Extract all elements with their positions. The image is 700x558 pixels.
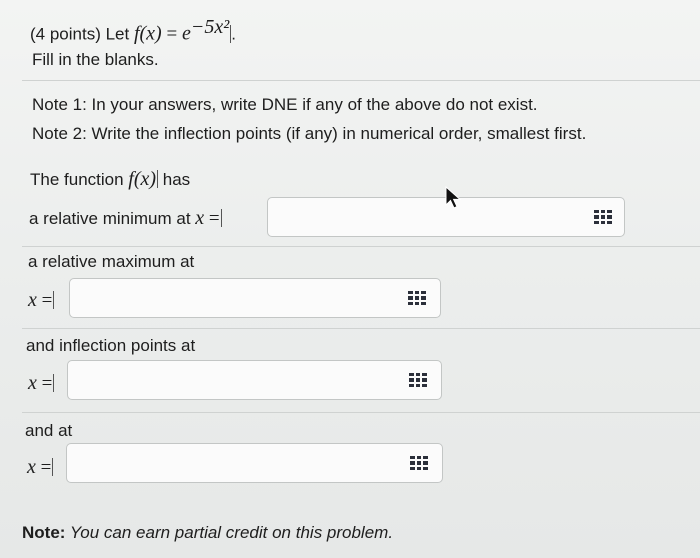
instruction-text: Fill in the blanks.	[32, 50, 159, 69]
section-divider	[22, 328, 700, 329]
relative-maximum-input[interactable]	[70, 279, 364, 317]
grid-icon[interactable]	[408, 291, 426, 305]
x-variable: x	[27, 456, 36, 478]
relative-minimum-text: a relative minimum at	[29, 209, 196, 228]
x-variable: x	[195, 207, 205, 229]
text-caret	[221, 209, 222, 227]
inflection-point-2-x-label	[27, 456, 53, 479]
relative-minimum-input[interactable]	[268, 198, 551, 236]
note-label: Note:	[22, 523, 66, 542]
inflection-point-1-field[interactable]	[67, 360, 442, 400]
x-variable: x	[28, 372, 37, 394]
note-text: You can earn partial credit on this problem.	[65, 523, 394, 542]
inflection-point-2-field[interactable]	[66, 443, 443, 483]
section-divider	[22, 246, 700, 247]
grid-icon[interactable]	[409, 373, 427, 387]
text-caret	[52, 458, 53, 476]
points-label: (4 points) Let	[30, 24, 134, 44]
period: .	[231, 24, 236, 44]
equals-sign: =	[36, 290, 53, 311]
grid-icon[interactable]	[594, 210, 612, 224]
equals-sign: =	[36, 373, 53, 394]
function-name: f(x)	[128, 168, 157, 190]
relative-maximum-field[interactable]	[69, 278, 441, 318]
exponential-base: e	[181, 22, 191, 45]
equals-sign: =	[204, 208, 220, 229]
exponent: −5x²	[190, 16, 230, 38]
problem-statement	[30, 16, 236, 46]
function-has-label	[30, 168, 190, 191]
text-caret	[53, 374, 54, 392]
grid-icon[interactable]	[410, 456, 428, 470]
section-divider	[22, 80, 700, 81]
note-2: Note 2: Write the inflection points (if any) in numerical order, smallest first.	[32, 124, 587, 143]
text-caret	[53, 291, 54, 309]
inflection-point-1-input[interactable]	[68, 361, 364, 399]
section-divider	[22, 412, 700, 413]
partial-credit-note	[22, 523, 393, 543]
x-variable: x	[28, 289, 37, 311]
relative-minimum-label	[29, 207, 222, 230]
the-function-text: The function	[30, 170, 129, 189]
inflection-points-label: and inflection points at	[26, 336, 196, 355]
relative-maximum-label: a relative maximum at	[28, 252, 195, 271]
equals-sign: =	[35, 457, 52, 478]
and-at-label: and at	[25, 421, 73, 440]
inflection-point-2-input[interactable]	[67, 444, 364, 482]
equals-sign: =	[161, 23, 182, 45]
has-text: has	[158, 170, 191, 189]
relative-maximum-x-label	[28, 289, 54, 312]
cursor-arrow-icon	[444, 186, 462, 210]
note-1: Note 1: In your answers, write DNE if any of the above do not exist.	[32, 95, 538, 114]
function-name: f(x)	[133, 22, 162, 45]
inflection-point-1-x-label	[28, 372, 54, 395]
